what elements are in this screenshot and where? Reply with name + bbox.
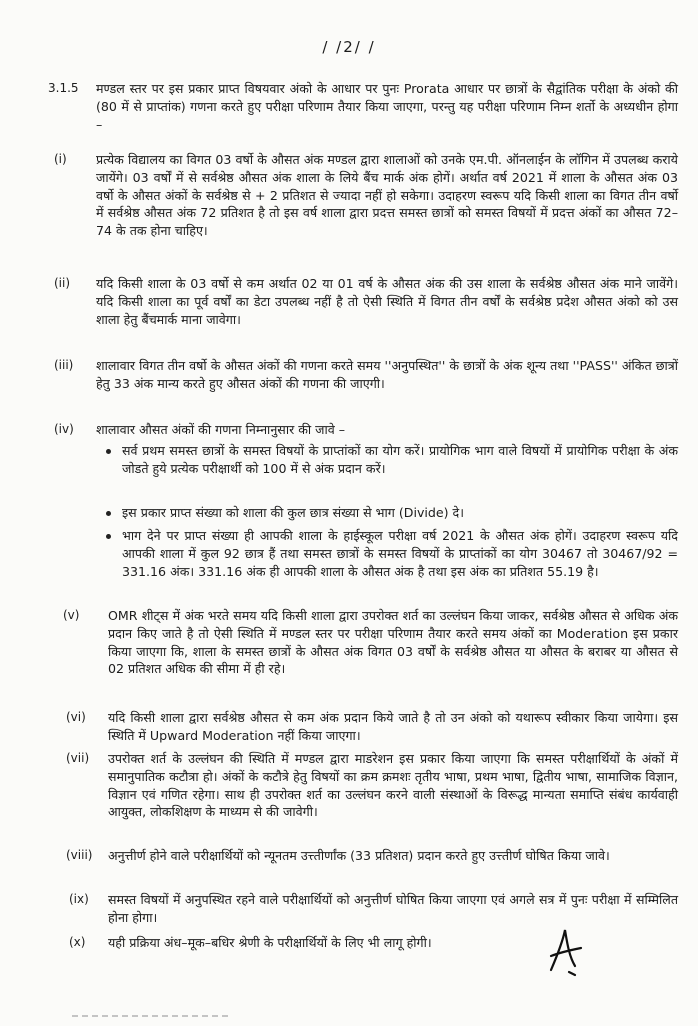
clause-number: (iv) bbox=[54, 422, 74, 436]
clause-number: (ix) bbox=[69, 892, 89, 906]
clause-number: (vii) bbox=[66, 751, 90, 765]
clause-number: (i) bbox=[54, 152, 67, 166]
bullet-text: इस प्रकार प्राप्त संख्या को शाला की कुल छात्र संख्या से भाग (Divide) दे। bbox=[122, 505, 465, 520]
page-number: / /2/ / bbox=[322, 38, 376, 56]
clause-text: उपरोक्त शर्त के उल्लंघन की स्थिति में मण्डल द्वारा माडरेशन इस प्रकार किया जाएगा कि समस्त परीक्षार्थियों के अंकों में समानुपातिक कटौत्रा हो। अंकों के कटौत्रे हेतु विषयों का क्रम क्रमशः तृतीय भाषा, प्रथम भाषा, द्वितीय भाषा, सामाजिक विज्ञान, विज्ञान एवं गणित रहेगा। साथ ही उपरोक्त शर्त का उल्लंघन करने वाली संस्थाओं के विरूद्ध मान्यता समाप्ति संबंध कार्यवाही आयुक्त, लोकशिक्षण के माध्यम से की जावेगी। bbox=[108, 751, 678, 820]
bullet-dot bbox=[106, 511, 111, 516]
clause-number: (ii) bbox=[54, 276, 71, 290]
clause-number: (vi) bbox=[66, 710, 86, 724]
footer-note bbox=[72, 1012, 232, 1021]
clause-number: (x) bbox=[69, 935, 86, 949]
clause-text: अनुत्तीर्ण होने वाले परीक्षार्थियों को न्यूनतम उत्त्तीर्णांक (33 प्रतिशत) प्रदान करते हुए उत्त्तीर्ण घोषित किया जावे। bbox=[108, 848, 610, 863]
clause-text: शालावार विगत तीन वर्षो के औसत अंकों की गणना करते समय ''अनुपस्थित'' के छात्रों के अंक शून्य तथा ''PASS'' अंकित छात्रों हेतु 33 अंक मान्य करते हुए औसत अंकों की गणना की जाएगी। bbox=[96, 358, 678, 391]
clause-text: यदि किसी शाला के 03 वर्षो से कम अर्थात 02 या 01 वर्ष के औसत अंक की उस शाला के सर्वश्रेष्ठ औसत अंक माने जावेंगे। यदि किसी शाला का पूर्व वर्षों का डेटा उपलब्ध नहीं है तो ऐसी स्थिति में विगत तीन वर्षों के सर्वश्रेष्ठ प्रदेश औसत अंको को उस शाला हेतु बैंचमार्क माना जावेगा। bbox=[96, 276, 678, 327]
clause-text: प्रत्येक विद्यालय का विगत 03 वर्षो के औसत अंक मण्डल द्वारा शालाओं को उनके एम.पी. ऑनलाईन के लॉगिन में उपलब्ध कराये जायेंगे। 03 वर्षों में से सर्वश्रेष्ठ औसत अंक शाला के लिये बैंच मार्क अंक होगें। अर्थात वर्ष 2021 में शाला के औसत अंक 03 वर्षो के औसत अंकों के सर्वश्रेष्ठ से + 2 प्रतिशत से ज्यादा नहीं हो सकेगा। उदाहरण स्वरूप यदि किसी शाला का विगत तीन वर्षो में सर्वश्रेष्ठ औसत अंक 72 प्रतिशत है तो इस वर्ष शाला द्वारा प्रदत्त समस्त छात्रों को समस्त विषयों में प्रदत्त अंकों का औसत 72–74 के तक होना चाहिए। bbox=[96, 152, 678, 239]
clause-text: यदि किसी शाला द्वारा सर्वश्रेष्ठ औसत से कम अंक प्रदान किये जाते है तो उन अंको को यथारूप स्वीकार किया जायेगा। इस स्थिति में Upward Moderation नहीं किया जाएगा। bbox=[108, 710, 678, 743]
section-number: 3.1.5 bbox=[48, 81, 79, 95]
clause-text: शालावार औसत अंकों की गणना निम्नानुसार की जावे – bbox=[96, 422, 346, 437]
bullet-text: भाग देने पर प्राप्त संख्या ही आपकी शाला के हाईस्कूल परीक्षा वर्ष 2021 के औसत अंक होगें। उदाहरण स्वरूप यदि आपकी शाला में कुल 92 छात्र हैं तथा समस्त छात्रों के समस्त विषयों के प्राप्तांकों का योग 30467 तो 30467/92 = 331.16 अंक। 331.16 अंक ही आपकी शाला के औसत अंक है तथा इस अंक का प्रतिशत 55.19 है। bbox=[122, 528, 678, 579]
section-text: मण्डल स्तर पर इस प्रकार प्राप्त विषयवार अंको के आधार पर पुनः Prorata आधार पर छात्रों के सैद्वांतिक परीक्षा के अंको की (80 में से प्राप्तांक) गणना करते हुए परीक्षा परिणाम तैयार किया जाएगा, परन्तु यह परीक्षा परिणाम निम्न शर्तो के अध्यधीन होगा – bbox=[96, 81, 678, 132]
clause-text: OMR शीट्स में अंक भरते समय यदि किसी शाला द्वारा उपरोक्त शर्त का उल्लंघन किया जाकर, सर्वश्रेष्ठ औसत से अधिक अंक प्रदान किए जाते है तो ऐसी स्थिति में मण्डल स्तर पर परीक्षा परिणाम तैयार करते समय अंकों का Moderation इस प्रकार किया जाएगा कि, शाला के समस्त छात्रों के औसत अंक विगत 03 वर्षों के सर्वश्रेष्ठ औसत या औसत के बराबर या औसत से 02 प्रतिशत अधिक की सीमा में ही रहे। bbox=[108, 608, 678, 677]
faint-footer-text bbox=[72, 1013, 232, 1019]
clause-text: समस्त विषयों में अनुपस्थित रहने वाले परीक्षार्थियों को अनुत्तीर्ण घोषित किया जाएगा एवं अगले सत्र में पुनः परीक्षा में सम्मिलित होना होगा। bbox=[108, 892, 678, 925]
clause-number: (iii) bbox=[54, 358, 74, 372]
clause-number: (v) bbox=[63, 608, 80, 622]
clause-text: यही प्रक्रिया अंध–मूक–बधिर श्रेणी के परीक्षार्थियों के लिए भी लागू होगी। bbox=[108, 935, 432, 950]
bullet-text: सर्व प्रथम समस्त छात्रों के समस्त विषयों के प्राप्तांकों का योग करें। प्रायोगिक भाग वाले विषयों में प्रायोगिक परीक्षा के अंक जोडते हुये प्रत्येक परीक्षार्थी को 100 में से अंक प्रदान करें। bbox=[122, 443, 678, 476]
bullet-dot bbox=[106, 534, 111, 539]
clause-number: (viii) bbox=[66, 848, 93, 862]
signature-mark bbox=[545, 926, 585, 978]
bullet-dot bbox=[106, 449, 111, 454]
